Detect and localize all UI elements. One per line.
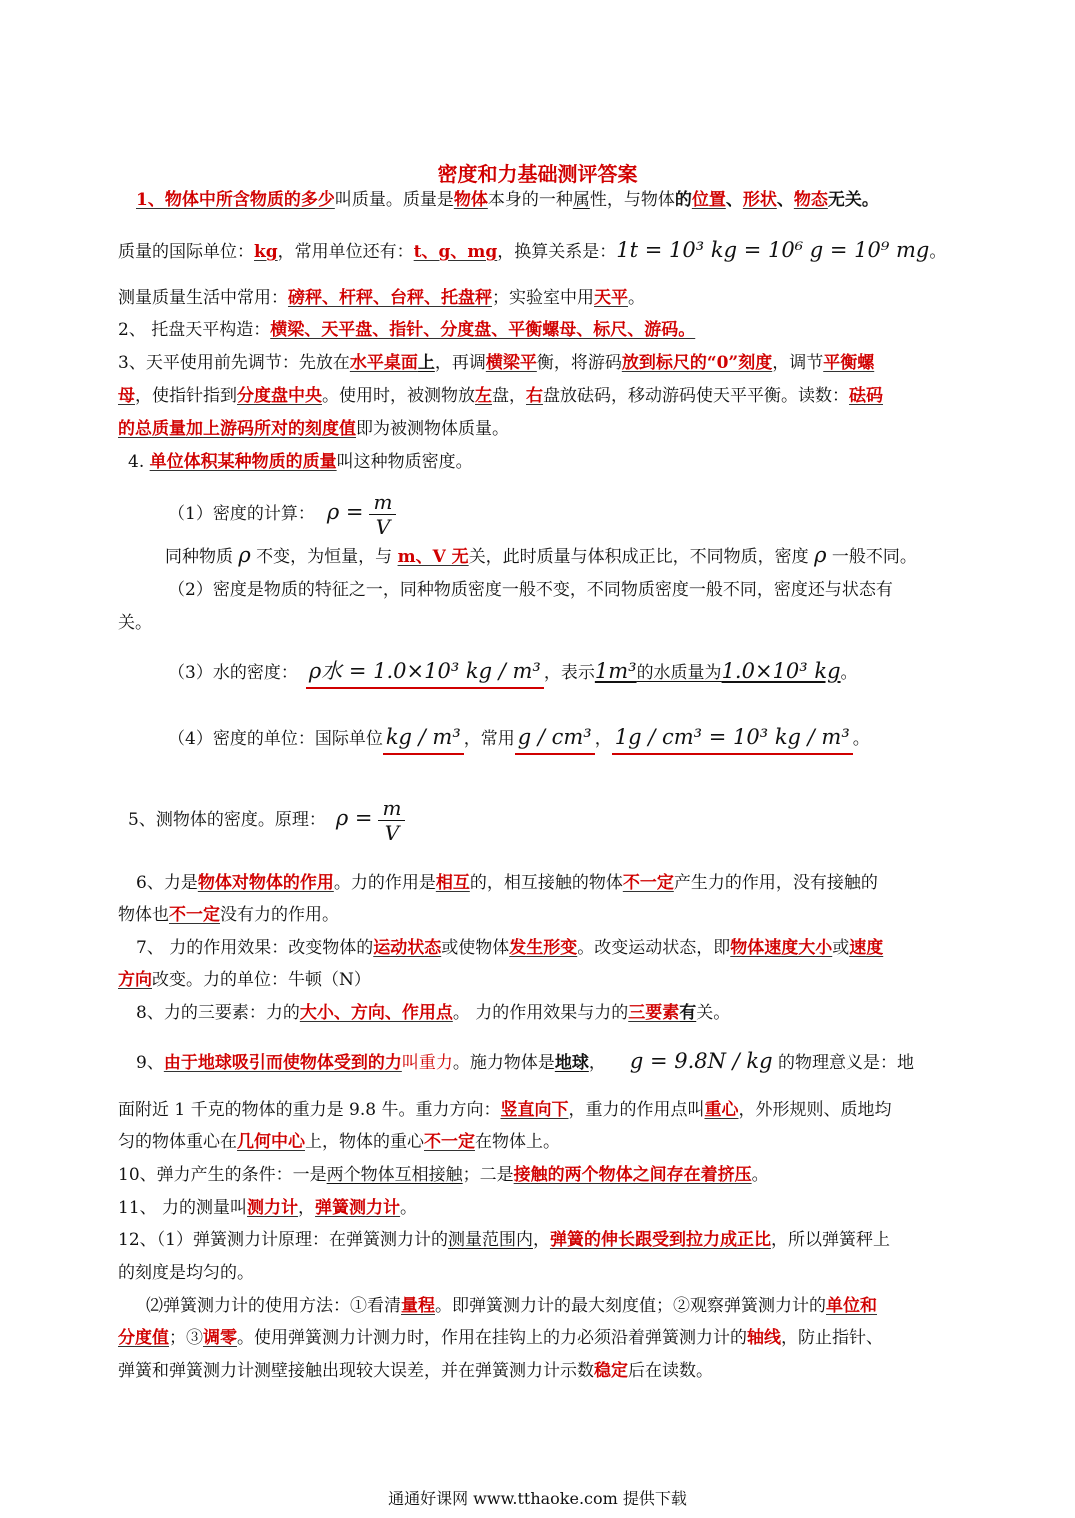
formula: kg / m³ bbox=[383, 725, 464, 755]
line-density-formula bbox=[168, 484, 396, 542]
formula: ρ = bbox=[335, 806, 373, 830]
formula: ρ水 = 1.0×10³ kg / m³ bbox=[306, 659, 544, 689]
text: 。施力物体是 bbox=[452, 1053, 555, 1073]
text: 叫质量。质量是 bbox=[334, 190, 454, 210]
line-spring-usage-3 bbox=[118, 1359, 713, 1383]
answer-text: 弹簧的伸长跟受到拉力成正比 bbox=[549, 1230, 771, 1250]
text: 的 bbox=[674, 190, 692, 210]
line-density-definition bbox=[128, 450, 473, 474]
answer-text: 不一定 bbox=[424, 1132, 475, 1152]
text: 11、 力的测量叫 bbox=[118, 1198, 248, 1218]
formula: ρ bbox=[238, 543, 251, 567]
answer-text: 物体速度大小 bbox=[730, 938, 833, 958]
answer-text: 左 bbox=[475, 386, 492, 406]
line-balance-use-3 bbox=[118, 417, 509, 441]
text: 两个物体互相接触 bbox=[326, 1165, 463, 1185]
text: ⑵弹簧测力计的使用方法：①看清 bbox=[146, 1296, 401, 1316]
line-mass-tools bbox=[118, 286, 645, 310]
answer-text: 相互 bbox=[435, 873, 470, 893]
text: 盘放砝码，移动游码使天平平衡。读数： bbox=[543, 386, 849, 406]
line-mass-units bbox=[118, 238, 946, 264]
fraction-m-over-v bbox=[378, 796, 405, 845]
text: ，重力的作用点叫 bbox=[568, 1100, 705, 1120]
answer-text: 测力计 bbox=[247, 1198, 299, 1218]
text: 性，与物体 bbox=[589, 190, 675, 210]
text: ， bbox=[532, 1230, 550, 1250]
answer-text: 竖直向下 bbox=[500, 1100, 569, 1120]
answer-text: 单位体积某种物质的质量 bbox=[149, 452, 337, 472]
answer-text: 轴线 bbox=[747, 1328, 781, 1348]
text: ， bbox=[298, 1198, 316, 1218]
line-spring-principle-1 bbox=[118, 1228, 890, 1252]
text: 后在读数。 bbox=[628, 1361, 713, 1381]
answer-text: 水平桌面 bbox=[349, 353, 418, 373]
text: ，所以弹簧秤上 bbox=[770, 1230, 890, 1250]
line-spring-usage-1 bbox=[146, 1294, 877, 1318]
formula: 1g / cm³ = 10³ kg / m³ bbox=[612, 725, 853, 755]
formula: 1t = 10³ kg = 10⁶ g = 10⁹ mg bbox=[616, 238, 930, 262]
answer-text: 分度盘中央 bbox=[237, 386, 322, 406]
answer-text: 运动状态 bbox=[373, 938, 442, 958]
text: 2、 托盘天平构造： bbox=[118, 320, 271, 340]
text: 上，物体的重心 bbox=[305, 1132, 424, 1152]
answer-text: 1、物体中所含物质的多少 bbox=[136, 190, 335, 210]
text: 不变，为恒量，与 bbox=[250, 547, 398, 567]
line-force-elements bbox=[136, 1001, 730, 1025]
text: 、 bbox=[776, 190, 794, 210]
formula: 1.0×10³ kg bbox=[721, 659, 841, 683]
answer-text: m、V 无 bbox=[397, 547, 469, 567]
text: 5、测物体的密度。原理： bbox=[128, 810, 326, 830]
text: 没有力的作用。 bbox=[220, 905, 339, 925]
line-water-density bbox=[168, 656, 858, 688]
text: 。使用时，被测物放 bbox=[322, 386, 475, 406]
answer-text: 砝码 bbox=[849, 386, 883, 406]
answer-text: 单位和 bbox=[826, 1296, 877, 1316]
answer-text: 位置 bbox=[691, 190, 726, 210]
text: 。力的作用是 bbox=[333, 873, 436, 893]
text: 。使用弹簧测力计测力时，作用在挂钩上的力必须沿着弹簧测力计的 bbox=[237, 1328, 747, 1348]
text: 。 bbox=[751, 1165, 769, 1185]
text: 改变。力的单位：牛顿（N） bbox=[152, 970, 371, 990]
text: ；③ bbox=[169, 1328, 203, 1348]
text: 、 bbox=[725, 190, 743, 210]
line-gravity-2 bbox=[118, 1098, 891, 1122]
text: 质量的国际单位： bbox=[118, 242, 254, 262]
line-force-effect-2 bbox=[118, 968, 371, 992]
line-force-measure bbox=[118, 1196, 417, 1220]
text: （4）密度的单位：国际单位 bbox=[168, 729, 383, 749]
text: 关。 bbox=[696, 1003, 731, 1023]
answer-text: 平衡螺 bbox=[823, 353, 875, 373]
answer-text: 磅秤、杆秤、台秤、托盘秤 bbox=[288, 288, 492, 308]
text: 6、力是 bbox=[136, 873, 198, 893]
text: 弹簧和弹簧测力计测壁接触出现较大误差，并在弹簧测力计示数 bbox=[118, 1361, 594, 1381]
line-mass-definition bbox=[136, 188, 879, 212]
line-force-definition-2 bbox=[118, 903, 339, 927]
line-balance-use-1 bbox=[118, 351, 874, 375]
text: 测量质量生活中常用： bbox=[118, 288, 288, 308]
line-elastic-force bbox=[118, 1163, 769, 1187]
text: 12、（1）弹簧测力计原理：在弹簧测力计的 bbox=[118, 1230, 448, 1250]
line-balance-use-2 bbox=[118, 384, 883, 408]
answer-text: 的总质量加上游码所对的刻度值 bbox=[118, 419, 356, 439]
footer-source: 通通好课网 www.tthaoke.com 提供下载 bbox=[388, 1489, 687, 1508]
text: ，外形规则、质地均 bbox=[738, 1100, 892, 1120]
answer-text: 不一定 bbox=[169, 905, 220, 925]
line-force-definition-1 bbox=[136, 871, 878, 895]
text: 10、弹力产生的条件：一是 bbox=[118, 1165, 327, 1185]
answer-text: 形状 bbox=[742, 190, 777, 210]
line-measure-density bbox=[128, 790, 405, 848]
text: 匀的物体重心在 bbox=[118, 1132, 237, 1152]
text: 的，相互接触的物体 bbox=[469, 873, 623, 893]
answer-text: 由于地球吸引而使物体受到的力 bbox=[163, 1053, 402, 1073]
page-title: 密度和力基础测评答案 bbox=[437, 162, 638, 186]
text: 9、 bbox=[136, 1053, 164, 1073]
denominator: V bbox=[384, 821, 400, 845]
text: 4. bbox=[128, 452, 150, 472]
answer-text: t、g、mg bbox=[413, 242, 498, 262]
answer-text: 几何中心 bbox=[237, 1132, 305, 1152]
text: 8、力的三要素：力的 bbox=[136, 1003, 300, 1023]
text: （2）密度是物质的特征之一，同种物质密度一般不变，不同物质密度一般不同，密度还与状态有 bbox=[168, 580, 893, 600]
text: 关，此时质量与体积成正比，不同物质，密度 bbox=[468, 547, 815, 567]
text: 7、 力的作用效果：改变物体的 bbox=[136, 938, 374, 958]
numerator: m bbox=[378, 796, 405, 821]
text: 叫重力 bbox=[401, 1053, 453, 1073]
text: 3、天平使用前先调节：先放在 bbox=[118, 353, 350, 373]
text: 叫这种物质密度。 bbox=[336, 452, 473, 472]
line-gravity-3 bbox=[118, 1130, 560, 1154]
answer-text: 量程 bbox=[401, 1296, 435, 1316]
text: ，再调 bbox=[434, 353, 486, 373]
text: ，常用单位还有： bbox=[277, 242, 414, 262]
text: 的水质量为 bbox=[636, 663, 722, 683]
text: ，使指针指到 bbox=[135, 386, 237, 406]
answer-text: 弹簧测力计 bbox=[315, 1198, 401, 1218]
line-spring-usage-2 bbox=[118, 1326, 883, 1350]
text: 测量范围内 bbox=[447, 1230, 533, 1250]
text: 。 力的作用效果与力的 bbox=[452, 1003, 629, 1023]
text: 。 bbox=[400, 1198, 418, 1218]
text: 。 bbox=[929, 242, 947, 262]
text: 。改变运动状态，即 bbox=[577, 938, 731, 958]
line-gravity-1 bbox=[136, 1046, 914, 1078]
answer-text: 天平 bbox=[594, 288, 628, 308]
text: ，换算关系是： bbox=[497, 242, 617, 262]
line-density-characteristic-1 bbox=[168, 578, 893, 602]
text: ， bbox=[588, 1053, 606, 1073]
text: 盘， bbox=[492, 386, 526, 406]
answer-text: 不一定 bbox=[622, 873, 674, 893]
text: 物体也 bbox=[118, 905, 169, 925]
answer-text: 接触的两个物体之间存在着挤压 bbox=[513, 1165, 752, 1185]
answer-text: 重心 bbox=[704, 1100, 739, 1120]
formula: ρ bbox=[814, 543, 827, 567]
answer-text: 大小、方向、作用点 bbox=[299, 1003, 453, 1023]
line-force-effect-1 bbox=[136, 936, 883, 960]
answer-text: 三要素 bbox=[628, 1003, 680, 1023]
text: ，表示 bbox=[543, 663, 595, 683]
text: 或使物体 bbox=[441, 938, 510, 958]
text: 衡，将游码 bbox=[536, 353, 622, 373]
text: 的刻度是均匀的。 bbox=[118, 1263, 254, 1283]
text: （1）密度的计算： bbox=[168, 504, 315, 524]
text: 有 bbox=[679, 1003, 697, 1023]
answer-text: 调零 bbox=[203, 1328, 237, 1348]
formula: g / cm³ bbox=[515, 725, 595, 755]
denominator: V bbox=[375, 515, 391, 539]
answer-text: 物态 bbox=[793, 190, 828, 210]
formula: g = 9.8N / kg bbox=[629, 1049, 773, 1073]
text: ，调节 bbox=[772, 353, 824, 373]
line-density-characteristic-2 bbox=[118, 611, 152, 635]
text: 。即弹簧测力计的最大刻度值；②观察弹簧测力计的 bbox=[435, 1296, 826, 1316]
text: 。 bbox=[628, 288, 645, 308]
text: 关。 bbox=[118, 613, 152, 633]
formula: ρ = bbox=[326, 500, 364, 524]
answer-text: 放到标尺的“0”刻度 bbox=[621, 353, 773, 373]
answer-text: 横梁、天平盘、指针、分度盘、平衡螺母、标尺、游码。 bbox=[270, 320, 696, 340]
text: 无关。 bbox=[827, 190, 879, 210]
answer-text: 稳定 bbox=[594, 1361, 628, 1381]
text: 或 bbox=[832, 938, 850, 958]
answer-text: kg bbox=[254, 242, 278, 262]
text: ，防止指针、 bbox=[781, 1328, 883, 1348]
text: 即为被测物体质量。 bbox=[356, 419, 509, 439]
answer-text: 分度值 bbox=[118, 1328, 169, 1348]
answer-text: 方向 bbox=[118, 970, 152, 990]
text: ；二是 bbox=[462, 1165, 514, 1185]
text: ， bbox=[594, 729, 612, 749]
fraction-m-over-v bbox=[369, 490, 396, 539]
answer-text: 横梁平 bbox=[485, 353, 537, 373]
text: 产生力的作用，没有接触的 bbox=[673, 873, 878, 893]
text: 属 bbox=[572, 190, 590, 210]
text: 一般不同。 bbox=[826, 547, 917, 567]
text: 在物体上。 bbox=[475, 1132, 560, 1152]
answer-text: 物体对物体的作用 bbox=[197, 873, 334, 893]
answer-text: 速度 bbox=[849, 938, 884, 958]
text: 本身的一种 bbox=[487, 190, 573, 210]
answer-text: 物体 bbox=[453, 190, 488, 210]
answer-text: 母 bbox=[118, 386, 135, 406]
line-balance-structure bbox=[118, 318, 695, 342]
text: （3）水的密度： bbox=[168, 663, 298, 683]
text: 的物理意义是：地 bbox=[772, 1053, 914, 1073]
text: 。 bbox=[852, 729, 870, 749]
text: 。 bbox=[840, 663, 858, 683]
line-density-constant bbox=[165, 543, 917, 569]
formula: 1m³ bbox=[594, 659, 637, 683]
text: ；实验室中用 bbox=[492, 288, 594, 308]
line-density-units bbox=[168, 722, 870, 754]
text: ，常用 bbox=[463, 729, 515, 749]
answer-text: 地球 bbox=[554, 1053, 589, 1073]
numerator: m bbox=[369, 490, 396, 515]
answer-text: 右 bbox=[526, 386, 543, 406]
text: 同种物质 bbox=[165, 547, 239, 567]
answer-text: 发生形变 bbox=[509, 938, 578, 958]
text: 上 bbox=[417, 353, 435, 373]
text: 面附近 1 千克的物体的重力是 9.8 牛。重力方向： bbox=[118, 1100, 501, 1120]
line-spring-principle-2 bbox=[118, 1261, 254, 1285]
